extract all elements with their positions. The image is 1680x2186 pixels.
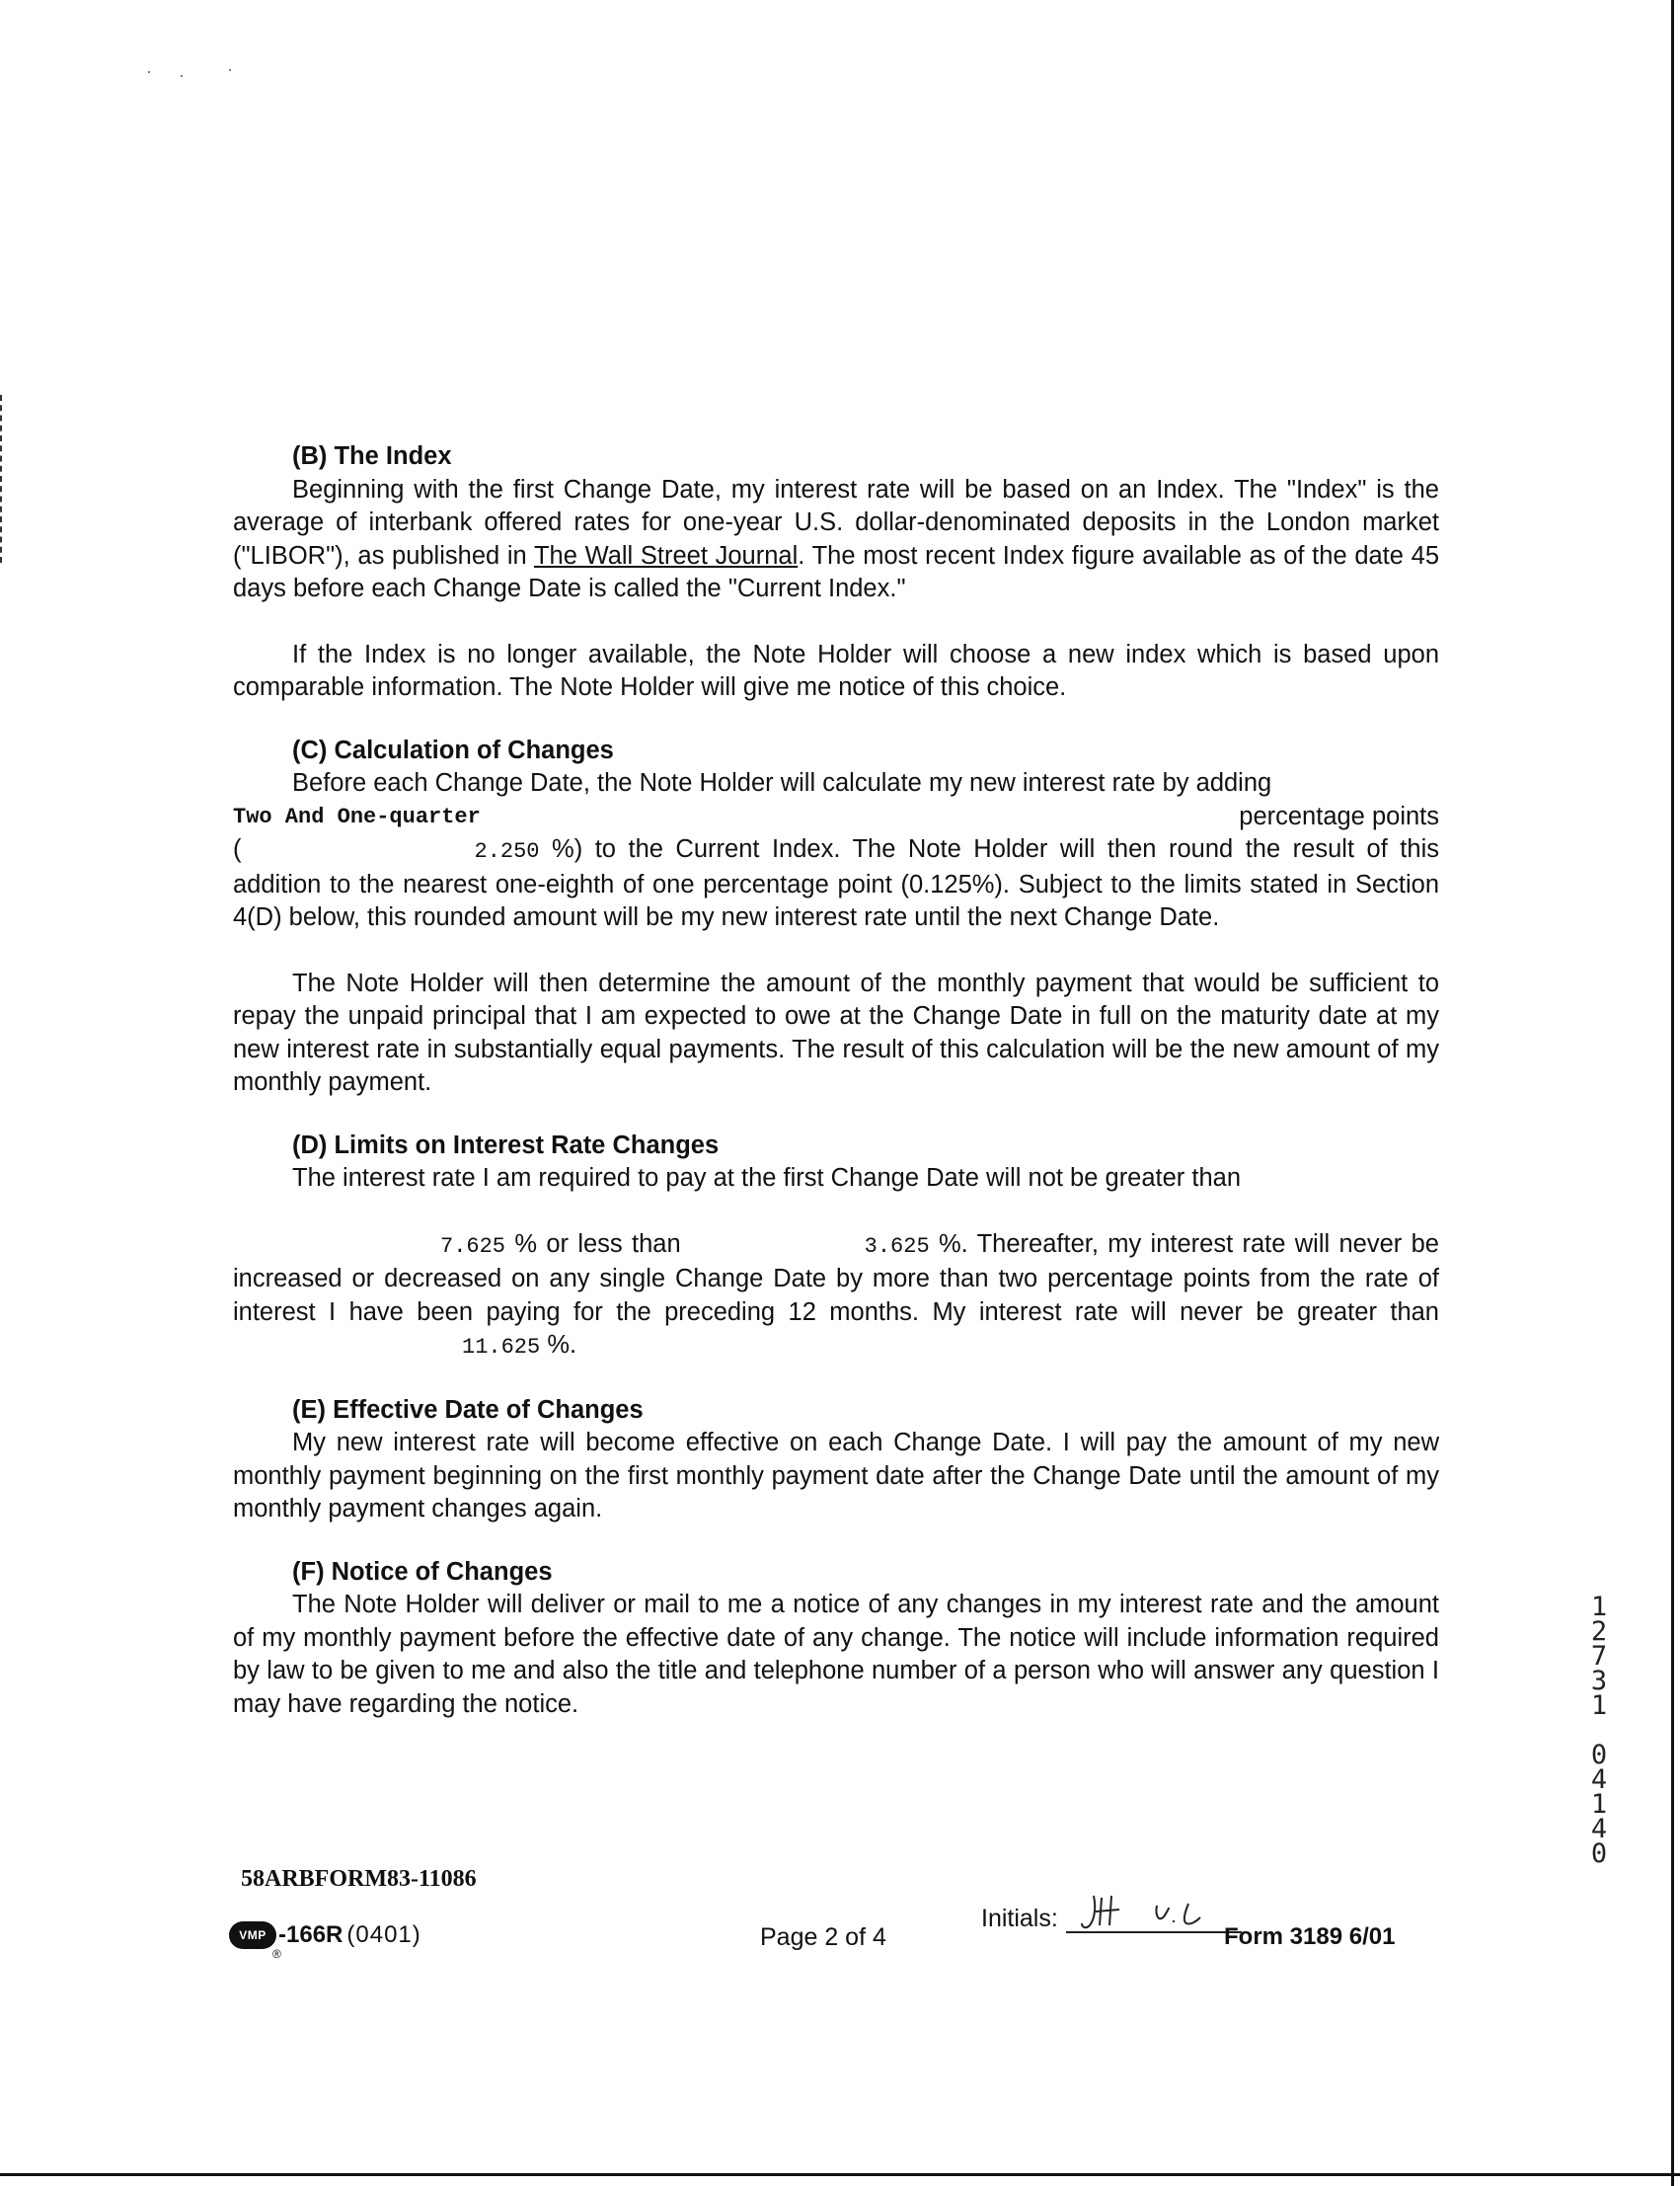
section-d-limits <box>233 1130 1439 1365</box>
vmp-form-id <box>229 1921 421 1961</box>
stamp-digit: 4 <box>1590 1814 1608 1844</box>
paragraph: The Note Holder will deliver or mail to me a notice of any changes in my interest rate and the amount of my monthly payment before the effective date of any change. The notice will include information required by law to be given to me and also the title and telephone number of a person who will answer any question I may have regarding the notice. <box>233 1591 1439 1718</box>
section-heading: (B) The Index <box>292 442 452 470</box>
section-b-index <box>233 440 1439 705</box>
section-c-calculation <box>233 735 1439 1100</box>
text: % or less than <box>514 1229 681 1258</box>
vmp-form-date: (0401) <box>346 1921 421 1948</box>
min-first-rate-value: 3.625 <box>864 1233 930 1259</box>
paragraph: Before each Change Date, the Note Holder will calculate my new interest rate by adding <box>292 769 1272 797</box>
initials-label: Initials: <box>981 1905 1058 1932</box>
note-body <box>233 440 1439 1751</box>
section-heading: (F) Notice of Changes <box>292 1557 553 1586</box>
stamp-digit: 4 <box>1590 1764 1608 1795</box>
side-document-number <box>1579 1592 1619 1869</box>
scan-right-border <box>1671 0 1674 2186</box>
margin-fill-line <box>233 801 1439 834</box>
text: . The most recent Index figure available as of the date 45 days before each Change Date is called the "Current Index." <box>233 541 1440 602</box>
initials-line <box>1066 1892 1242 1933</box>
handwritten-initials <box>1076 1892 1234 1933</box>
text: Beginning with the first Change Date, my interest rate will be based on an Index. The "Index" is the average of interbank offered rates for one-year U.S. dollar-denominated deposits in the London market ("LIBOR"), as published in <box>233 475 1439 570</box>
text: percentage points <box>1239 802 1439 830</box>
stamp-digit: 0 <box>1590 1740 1608 1770</box>
stamp-digit: 1 <box>1590 1690 1608 1721</box>
paragraph <box>233 1228 1439 1365</box>
lifetime-cap-value: 11.625 <box>462 1335 541 1360</box>
publication-name: The Wall Street Journal <box>533 541 799 570</box>
max-first-rate-value: 7.625 <box>440 1233 506 1259</box>
margin-words-value: Two And One-quarter <box>233 804 481 829</box>
stamp-digit: 7 <box>1590 1641 1608 1672</box>
section-heading: (E) Effective Date of Changes <box>292 1395 644 1424</box>
scan-specks <box>148 69 247 79</box>
paragraph <box>233 474 1439 606</box>
registered-mark: ® <box>272 1947 281 1961</box>
form-code: 58ARBFORM83-11086 <box>241 1866 477 1892</box>
paragraph: My new interest rate will become effective on each Change Date. I will pay the amount of my new monthly payment beginning on the first monthly payment date after the Change Date until the amount of my monthly payment changes again. <box>233 1429 1439 1522</box>
vmp-logo-icon: VMP <box>229 1921 276 1949</box>
stamp-digit: 2 <box>1590 1616 1608 1647</box>
section-f-notice <box>233 1556 1439 1722</box>
text: %. <box>547 1331 577 1359</box>
section-heading: (D) Limits on Interest Rate Changes <box>292 1131 720 1159</box>
stamp-digit: 1 <box>1590 1592 1608 1622</box>
section-heading: (C) Calculation of Changes <box>292 736 614 764</box>
page-number: Page 2 of 4 <box>760 1923 886 1951</box>
text: %. Thereafter, my interest rate will never be increased or decreased on any single Change Date by more than two percentage points from the rate of interest I have been paying for the preceding 12 months. My interest rate will never be greater than <box>233 1229 1439 1326</box>
text: ( <box>233 835 242 863</box>
section-e-effective-date <box>233 1394 1439 1526</box>
stamp-digit: 0 <box>1590 1838 1608 1869</box>
paragraph <box>233 833 1439 935</box>
paragraph: If the Index is no longer available, the Note Holder will choose a new index which is based upon comparable information. The Note Holder will give me notice of this choice. <box>233 640 1439 701</box>
vmp-form-code: -166R <box>278 1921 344 1948</box>
stamp-digit: 3 <box>1590 1666 1608 1696</box>
scan-bottom-border <box>0 2173 1680 2176</box>
form-number: Form 3189 6/01 <box>1224 1923 1396 1950</box>
stamp-digit: 1 <box>1590 1789 1608 1820</box>
paragraph: The interest rate I am required to pay at the first Change Date will not be greater than <box>292 1164 1242 1192</box>
paragraph: The Note Holder will then determine the amount of the monthly payment that would be sufficient to repay the unpaid principal that I am expected to owe at the Change Date in full on the maturity date at my new interest rate in substantially equal payments. The result of this calculation will be the new amount of my monthly payment. <box>233 969 1439 1096</box>
initials-block <box>981 1892 1242 1933</box>
text: %) to the Current Index. The Note Holder will then round the result of this addition to the nearest one-eighth of one percentage point (0.125%). Subject to the limits stated in Section 4(D) below, this rounded amount will be my new interest rate until the next Change Date. <box>233 835 1439 931</box>
scan-left-edge <box>0 395 4 563</box>
margin-percent-value: 2.250 <box>474 839 540 864</box>
